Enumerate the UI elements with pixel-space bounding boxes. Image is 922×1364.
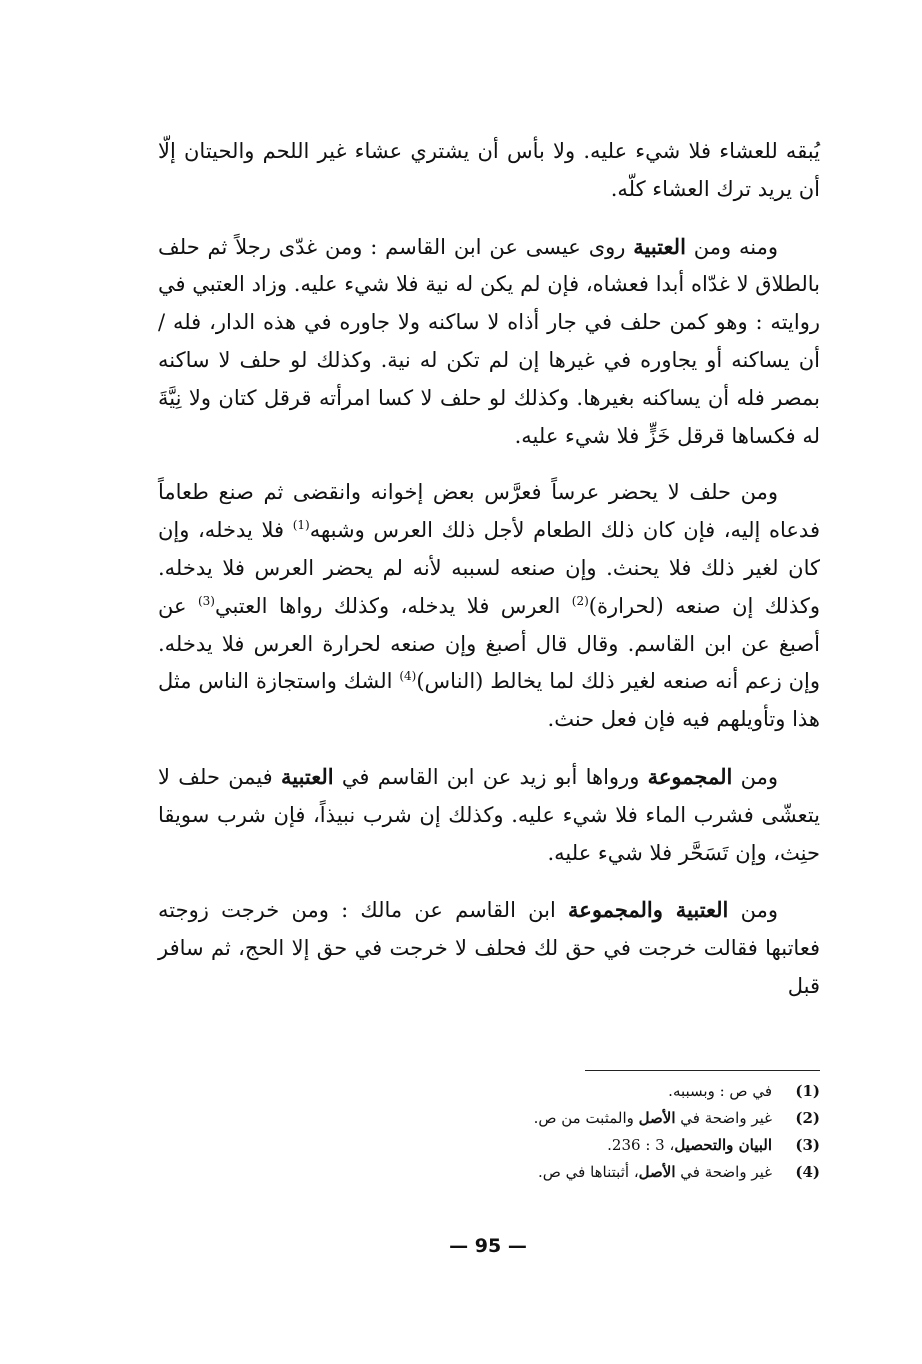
- source-title: المجموعة: [647, 763, 733, 789]
- text-run: فلا يدخله، وإن كان لغير ذلك فلا يحنث. وإن صنعه لسببه لأنه لم يحضر العرس فلا يدخله. وكذلك إن صنعه (لحرارة): [158, 518, 820, 618]
- footnote-number: (2): [795, 1109, 820, 1127]
- text-run: روى عيسى عن ابن القاسم : ومن غدّى رجلاً ثم حلف بالطلاق لا غدّاه أبدا فعشاه، فإن لم يكن له نية فلا شيء عليه. وزاد العتبي في روايته : وهو كمن حلف في جار أذاه لا ساكنه ولا جاوره في هذه الدار، فله / أن يساكنه أو يجاوره في غيرها إن لم تكن له نية. وكذلك لو حلف لا ساكنه بمصر فله أن يساكنه بغيرها. وكذلك لو حلف لا كسا امرأته قرقل كتان ولا نِيَّةَ له فكساها قرقل خَزٍّ فلا شيء عليه.: [158, 234, 820, 448]
- footnote-text: [420, 1078, 772, 1105]
- footnotes: [420, 1078, 820, 1186]
- text-run: الشك واستجازة الناس مثل هذا وتأويلهم فيه فإن فعل حنث.: [158, 669, 820, 732]
- footnote: [420, 1159, 820, 1186]
- source-title: العتبية والمجموعة: [568, 897, 729, 923]
- text-run: ، 3 : 236.: [607, 1136, 675, 1154]
- text-run: ومن: [732, 764, 778, 789]
- text-run: العرس فلا يدخله، وكذلك رواها العتبي: [214, 593, 572, 618]
- text-run: ومنه ومن: [685, 234, 778, 259]
- text-run: غير واضحة في: [675, 1109, 772, 1127]
- footnote-reference: (3): [197, 593, 215, 608]
- footnote-reference: (2): [571, 593, 589, 608]
- source-title: الأصل: [638, 1109, 676, 1127]
- footnote-reference: (1): [292, 518, 310, 533]
- page-number: — 95 —: [449, 1235, 527, 1257]
- footnote-number: (1): [795, 1082, 820, 1100]
- text-run: ورواها أبو زيد عن ابن القاسم في: [333, 764, 648, 789]
- text-run: والمثبت من ص.: [533, 1109, 639, 1127]
- source-title: الأصل: [638, 1163, 676, 1181]
- footnote-text: [420, 1132, 772, 1159]
- footnote-separator: [585, 1070, 820, 1071]
- footnote-number: (3): [795, 1136, 820, 1154]
- text-run: ومن حلف لا يحضر عرساً فعرَّس بعض إخوانه وانقضى ثم صنع طعاماً فدعاه إليه، فإن كان ذلك الطعام لأجل ذلك العرس وشبهه: [158, 480, 820, 543]
- source-title: البيان والتحصيل: [674, 1136, 772, 1154]
- text-run: في ص : وبسببه.: [668, 1082, 772, 1100]
- footnote-number: (4): [795, 1163, 820, 1181]
- footnote: [420, 1132, 820, 1159]
- text-run: غير واضحة في: [675, 1163, 772, 1181]
- main-text: [158, 133, 820, 1025]
- paragraph: [158, 474, 820, 739]
- footnote-reference: (4): [399, 669, 417, 684]
- text-run: عن أصبغ عن ابن القاسم. وقال قال أصبغ وإن صنعه لحرارة العرس فلا يدخله. وإن زعم أنه صنعه لغير ذلك لما يخالط (الناس): [158, 593, 821, 694]
- paragraph: [158, 133, 820, 209]
- footnote: [420, 1078, 820, 1105]
- text-run: يُبقه للعشاء فلا شيء عليه. ولا بأس أن يشتري عشاء غير اللحم والحيتان إلّا أن يريد ترك العشاء كلّه.: [158, 139, 820, 201]
- footnote: [420, 1105, 820, 1132]
- paragraph: [158, 228, 820, 456]
- source-title: العتبية: [633, 233, 686, 259]
- footnote-text: [420, 1159, 772, 1186]
- source-title: العتبية: [280, 763, 334, 789]
- paragraph: [158, 891, 820, 1005]
- text-run: ، أثبتناها في ص.: [537, 1163, 639, 1181]
- footnote-text: [420, 1105, 772, 1132]
- text-run: فيمن حلف لا يتعشّى فشرب الماء فلا شيء عليه. وكذلك إن شرب نبيذاً، فإن شرب سويقا حنِث، وإن تَسَحَّر فلا شيء عليه.: [158, 764, 820, 865]
- text-run: ومن: [728, 898, 778, 923]
- paragraph: [158, 758, 820, 872]
- text-run: ابن القاسم عن مالك : ومن خرجت زوجته فعاتبها فقالت خرجت في حق لك فحلف لا خرجت في حق إلا الحج، ثم سافر قبل: [158, 898, 820, 998]
